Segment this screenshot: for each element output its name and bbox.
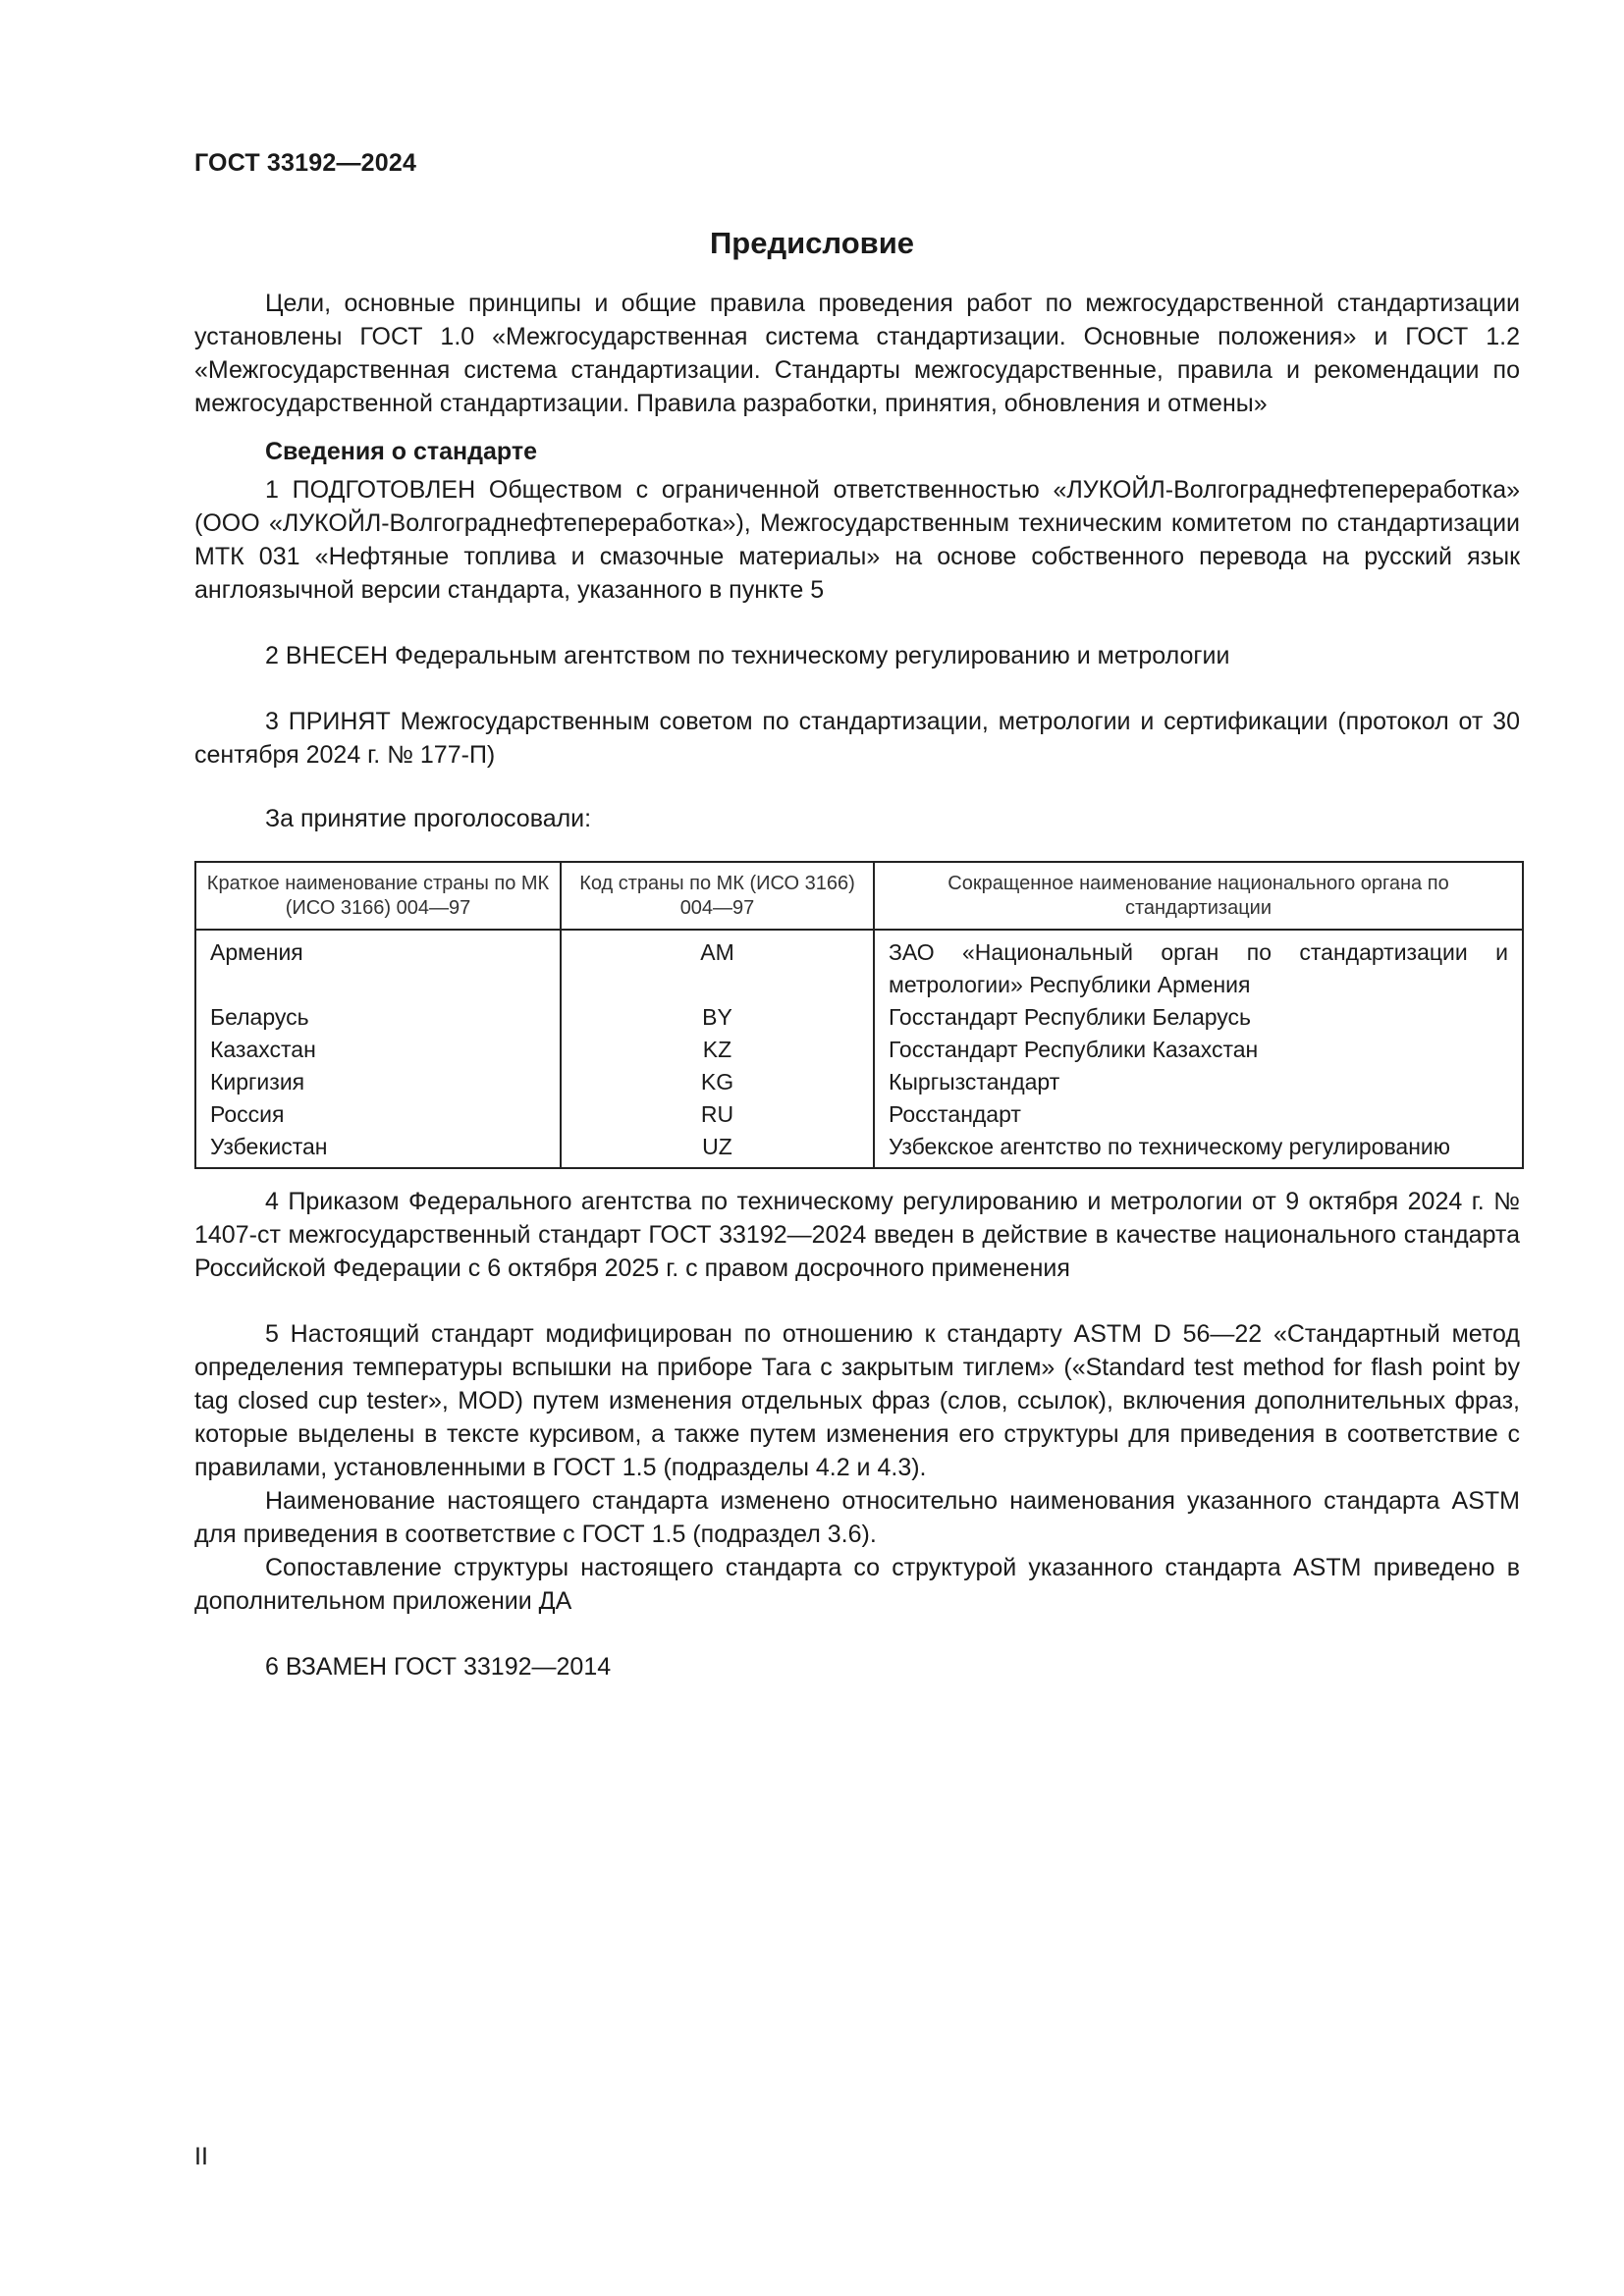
item-4-paragraph: 4 Приказом Федерального агентства по техническому регулированию и метрологии от 9 октября 2024 г. № 1407-ст межгосударственный стандарт ГОСТ 33192—2024 введен в действие в качестве национального стандарта Российской Федерации с 6 октября 2025 г. с правом досрочного применения <box>194 1188 1520 1282</box>
vote-label: За принятие проголосовали: <box>265 805 592 832</box>
page-title: Предисловие <box>709 226 914 260</box>
org-cell: Госстандарт Республики Беларусь <box>874 1001 1523 1034</box>
org-cell: Росстандарт <box>874 1098 1523 1131</box>
intro-paragraph: Цели, основные принципы и общие правила проведения работ по межгосударственной стандартизации установлены ГОСТ 1.0 «Межгосударственная система стандартизации. Основные положения» и ГОСТ 1.2 «Межгосударственная система стандартизации. Стандарты межгосударственные, правила и рекомендации по межгосударственной стандартизации. Правила разработки, принятия, обновления и отмены» <box>194 290 1520 417</box>
item-5-structure-paragraph: Сопоставление структуры настоящего стандарта со структурой указанного стандарта ASTM приведено в дополнительном приложении ДА <box>194 1554 1520 1615</box>
org-cell: Госстандарт Республики Казахстан <box>874 1034 1523 1066</box>
code-cell: KG <box>561 1066 874 1098</box>
column-header-code: Код страны по МК (ИСО 3166) 004—97 <box>561 862 874 930</box>
org-cell: Узбекское агентство по техническому регулированию <box>874 1131 1523 1168</box>
item-5-paragraph: 5 Настоящий стандарт модифицирован по отношению к стандарту ASTM D 56—22 «Стандартный метод определения температуры вспышки на приборе Тага с закрытым тиглем» («Standard test method for flash point by tag closed cup tester», MOD) путем изменения отдельных фраз (слов, ссылок), включения дополнительных фраз, которые выделены в тексте курсивом, а также путем изменения его структуры для приведения в соответствие с правилами, установленными в ГОСТ 1.5 (подразделы 4.2 и 4.3). <box>194 1320 1520 1481</box>
country-cell: Беларусь <box>195 1001 561 1034</box>
country-cell: Киргизия <box>195 1066 561 1098</box>
country-cell: Казахстан <box>195 1034 561 1066</box>
org-cell: Кыргызстандарт <box>874 1066 1523 1098</box>
column-header-org: Сокращенное наименование национального органа по стандартизации <box>874 862 1523 930</box>
column-header-country: Краткое наименование страны по МК (ИСО 3166) 004—97 <box>195 862 561 930</box>
code-cell: RU <box>561 1098 874 1131</box>
table-row <box>195 1131 1523 1168</box>
document-header-id: ГОСТ 33192—2024 <box>194 149 417 177</box>
country-cell: Армения <box>195 930 561 1001</box>
country-cell: Узбекистан <box>195 1131 561 1168</box>
table-row <box>195 1001 1523 1034</box>
item-1-paragraph: 1 ПОДГОТОВЛЕН Обществом с ограниченной ответственностью «ЛУКОЙЛ-Волгограднефтепереработка» (ООО «ЛУКОЙЛ-Волгограднефтепереработка»), Межгосударственным техническим комитетом по стандартизации МТК 031 «Нефтяные топлива и смазочные материалы» на основе собственного перевода на русский язык англоязычной версии стандарта, указанного в пункте 5 <box>194 476 1520 604</box>
page-number: II <box>194 2143 208 2170</box>
table-row <box>195 1034 1523 1066</box>
org-cell: ЗАО «Национальный орган по стандартизации и метрологии» Республики Армения <box>874 930 1523 1001</box>
item-5-name-paragraph: Наименование настоящего стандарта изменено относительно наименования указанного стандарта ASTM для приведения в соответствие с ГОСТ 1.5 (подраздел 3.6). <box>194 1487 1520 1548</box>
table-row <box>195 1066 1523 1098</box>
table-row <box>195 1098 1523 1131</box>
voting-countries-table <box>194 861 1524 1169</box>
code-cell: UZ <box>561 1131 874 1168</box>
table-header-row <box>195 862 1523 930</box>
standard-info-heading: Сведения о стандарте <box>265 438 538 465</box>
foreword-body <box>194 287 1520 1683</box>
item-6-paragraph: 6 ВЗАМЕН ГОСТ 33192—2014 <box>265 1653 612 1681</box>
item-2-paragraph: 2 ВНЕСЕН Федеральным агентством по техническому регулированию и метрологии <box>265 642 1230 669</box>
country-cell: Россия <box>195 1098 561 1131</box>
code-cell: KZ <box>561 1034 874 1066</box>
code-cell: BY <box>561 1001 874 1034</box>
code-cell: AM <box>561 930 874 1001</box>
item-3-paragraph: 3 ПРИНЯТ Межгосударственным советом по стандартизации, метрологии и сертификации (протокол от 30 сентября 2024 г. № 177-П) <box>194 708 1520 769</box>
table-row <box>195 930 1523 1001</box>
